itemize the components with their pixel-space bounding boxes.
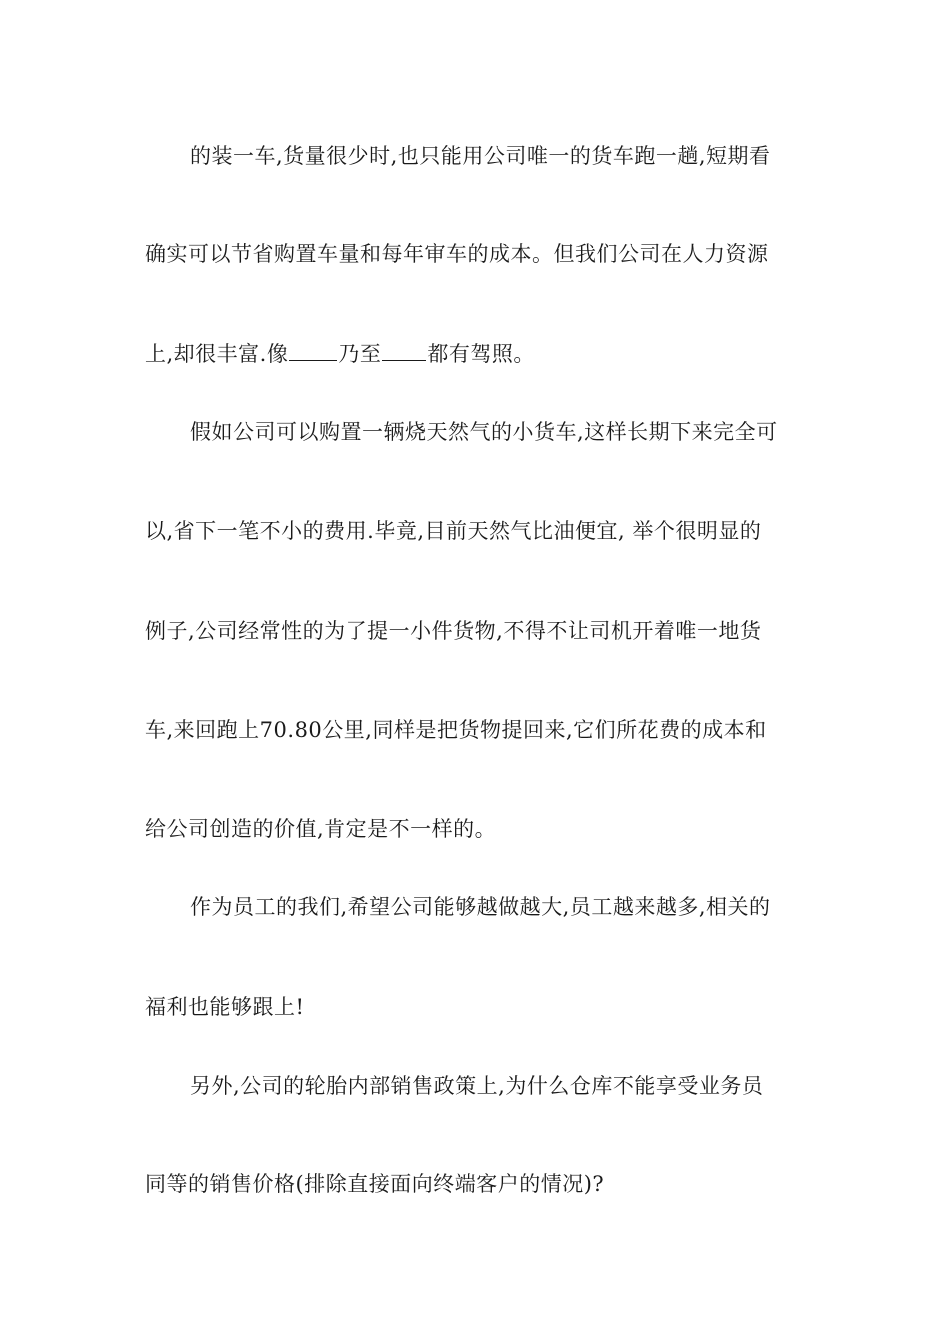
paragraph-4-line-2: 同等的销售价格(排除直接面向终端客户的情况)? xyxy=(145,1172,605,1196)
fill-in-blank-2 xyxy=(382,340,426,361)
paragraph-1-line-2: 确实可以节省购置车量和每年审车的成本。但我们公司在人力资源 xyxy=(145,242,769,266)
paragraph-1-line-3-text-a: 上,却很丰富.像 xyxy=(145,342,289,366)
paragraph-3-line-1: 作为员工的我们,希望公司能够越做越大,员工越来越多,相关的 xyxy=(190,895,771,919)
paragraph-2-line-4: 车,来回跑上70.80公里,同样是把货物提回来,它们所花费的成本和 xyxy=(145,718,767,742)
paragraph-2-line-3: 例子,公司经常性的为了提一小件货物,不得不让司机开着唯一地货 xyxy=(145,619,762,643)
paragraph-1-line-3-text-c: 都有驾照。 xyxy=(427,342,535,366)
paragraph-2-line-5: 给公司创造的价值,肯定是不一样的。 xyxy=(145,817,497,841)
paragraph-2-line-2: 以,省下一笔不小的费用.毕竟,目前天然气比油便宜, 举个很明显的 xyxy=(145,519,762,543)
paragraph-3-line-2: 福利也能够跟上! xyxy=(145,995,305,1019)
paragraph-1-line-3 xyxy=(145,340,535,368)
paragraph-4-line-1: 另外,公司的轮胎内部销售政策上,为什么仓库不能享受业务员 xyxy=(190,1074,764,1098)
fill-in-blank-1 xyxy=(289,340,337,361)
paragraph-1-line-3-text-b: 乃至 xyxy=(338,342,382,366)
paragraph-2-line-1: 假如公司可以购置一辆烧天然气的小货车,这样长期下来完全可 xyxy=(190,420,778,444)
paragraph-1-line-1: 的装一车,货量很少时,也只能用公司唯一的货车跑一趟,短期看 xyxy=(190,144,771,168)
